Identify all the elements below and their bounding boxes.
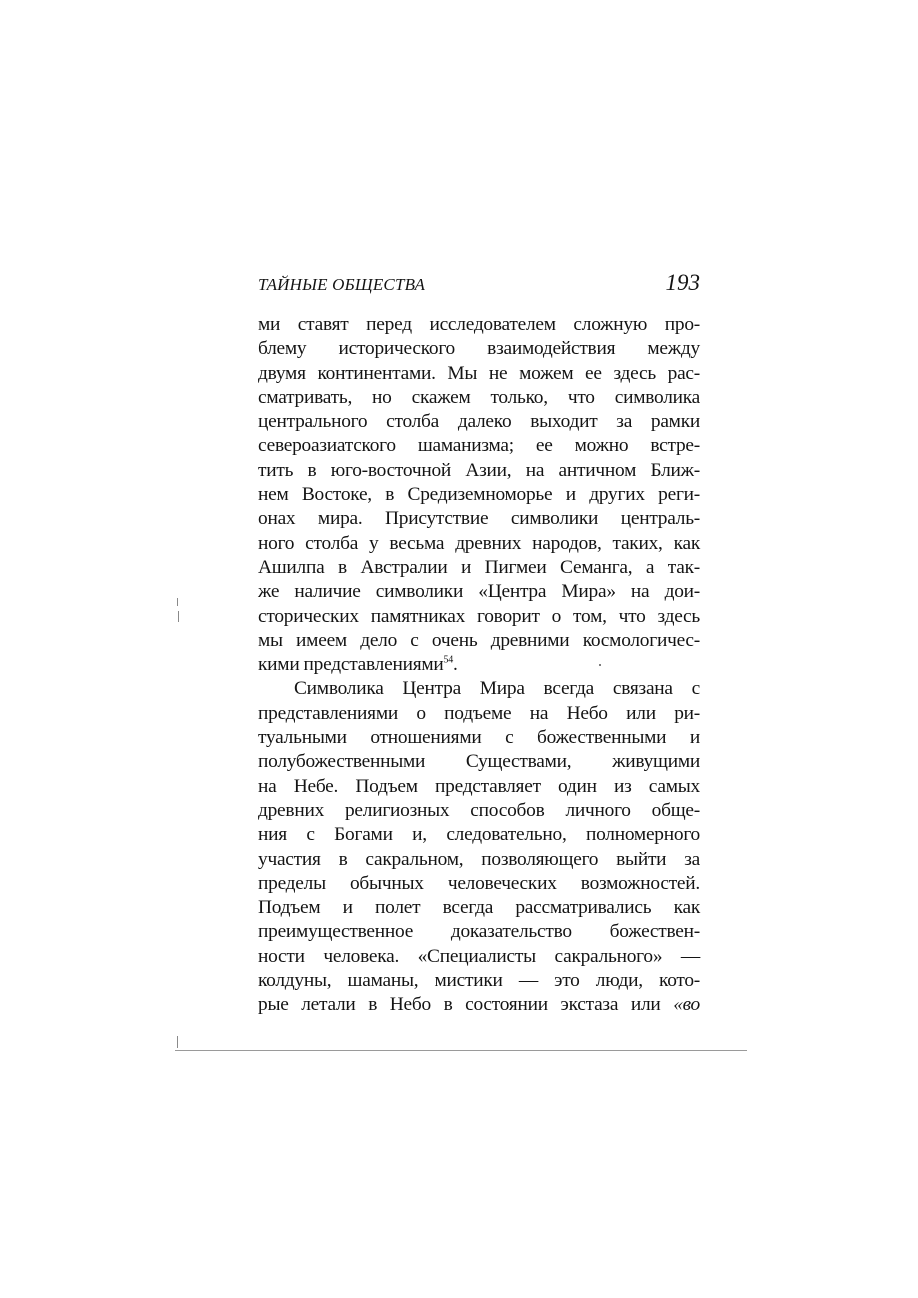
text-fragment: кими представлениями: [258, 654, 444, 676]
text-line: центрального столба далеко выходит за рамки: [258, 411, 700, 433]
text-line: сматривать, но скажем только, что символика: [258, 386, 700, 408]
text-line: ния с Богами и, следовательно, полномерного: [258, 824, 700, 846]
stray-dot: [599, 664, 601, 666]
text-line: же наличие символики «Центра Мира» на дои-: [258, 581, 700, 603]
running-title: ТАЙНЫЕ ОБЩЕСТВА: [258, 275, 426, 294]
text-line: нем Востоке, в Средиземноморье и других реги-: [258, 484, 700, 506]
paragraph-1: [258, 313, 700, 677]
text-line: преимущественное доказательство божествен-: [258, 921, 700, 943]
text-line: блему исторического взаимодействия между: [258, 338, 700, 360]
text-line: полубожественными Существами, живущими: [258, 751, 700, 773]
text-line: древних религиозных способов личного обще-: [258, 799, 700, 821]
paragraph-2: [258, 677, 700, 1017]
text-line: сторических памятниках говорит о том, что здесь: [258, 605, 700, 627]
text-line: пределы обычных человеческих возможностей.: [258, 872, 700, 894]
text-line-last: [258, 993, 700, 1017]
text-line: двумя континентами. Мы не можем ее здесь рас-: [258, 362, 700, 384]
text-line: представлениями о подъеме на Небо или ри-: [258, 702, 700, 724]
margin-mark: [177, 1036, 178, 1048]
text-fragment: рые летали в Небо в состоянии экстаза или: [258, 994, 674, 1016]
margin-mark: [177, 598, 178, 606]
page-number: 193: [665, 270, 700, 295]
text-line: колдуны, шаманы, мистики — это люди, кото-: [258, 970, 700, 992]
text-line: ного столба у весьма древних народов, таких, как: [258, 532, 700, 554]
text-line: на Небе. Подъем представляет один из самых: [258, 775, 700, 797]
text-line: Подъем и полет всегда рассматривались как: [258, 897, 700, 919]
text-line: туальными отношениями с божественными и: [258, 727, 700, 749]
body-text: [258, 313, 700, 1018]
text-line: мы имеем дело с очень древними космологичес-: [258, 629, 700, 651]
text-fragment: .: [453, 654, 458, 676]
margin-mark: [178, 611, 179, 622]
text-line-last: [258, 653, 700, 677]
running-head: [258, 270, 700, 300]
text-line: участия в сакральном, позволяющего выйти за: [258, 848, 700, 870]
text-line: ми ставят перед исследователем сложную про-: [258, 314, 700, 335]
text-line: онах мира. Присутствие символики централь-: [258, 508, 700, 530]
text-line: ности человека. «Специалисты сакрального» —: [258, 945, 700, 967]
text-line: Символика Центра Мира всегда связана с: [294, 678, 700, 700]
text-line: Ашилпа в Австралии и Пигмеи Семанга, а так-: [258, 556, 700, 578]
text-fragment-italic: «во: [673, 994, 700, 1016]
text-line: тить в юго-восточной Азии, на античном Ближ-: [258, 459, 700, 481]
text-line: североазиатского шаманизма; ее можно встре-: [258, 435, 700, 457]
bottom-rule: [175, 1050, 747, 1051]
footnote-reference: 54: [443, 654, 454, 666]
